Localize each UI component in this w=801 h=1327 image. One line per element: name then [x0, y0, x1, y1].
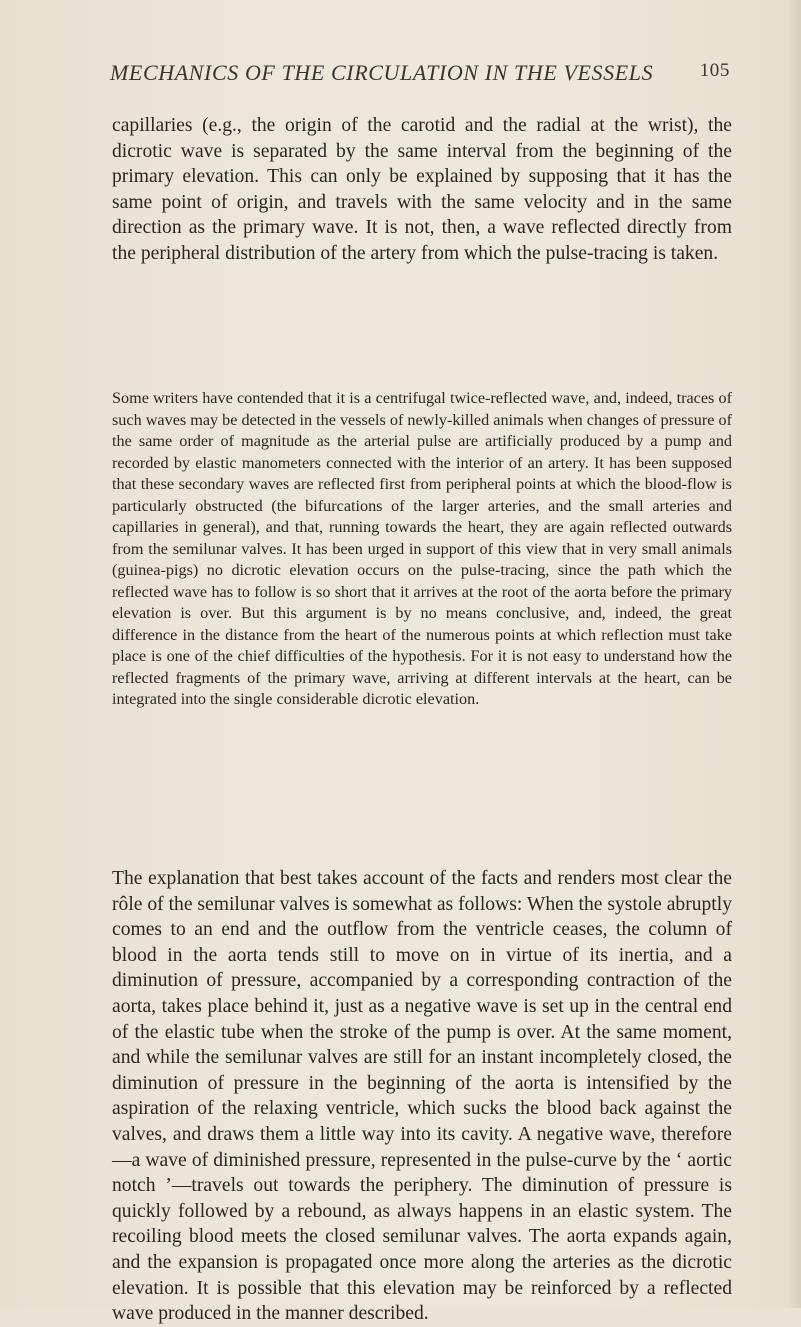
- small-print-paragraph: Some writers have contended that it is a centrifugal twice-reflected wave, and, indeed, traces of such waves may be detected in the vessels of newly-killed animals when changes of pressure of the same order of magnitude as the arterial pulse are artificially produced by a pump and recorded by elastic manometers connected with the interior of an artery. It has been supposed that these secondary waves are reflected first from peripheral points at which the blood-flow is particularly obstructed (the bifurcations of the larger arteries, and the small arteries and capillaries in general), and that, running towards the heart, they are again reflected outwards from the semilunar valves. It has been urged in support of this view that in very small animals (guinea-pigs) no dicrotic elevation occurs on the pulse-tracing, since the path which the reflected wave has to follow is so short that it arrives at the root of the aorta before the primary elevation is over. But this argument is by no means conclusive, and, indeed, the great difference in the distance from the heart of the numerous points at which reflection must take place is one of the chief difficulties of the hypothesis. For it is not easy to understand how the reflected fragments of the primary wave, arriving at different intervals at the heart, can be integrated into the single considerable dicrotic elevation.: [112, 389, 732, 708]
- body-paragraph: The explanation that best takes account of the facts and renders most clear the rôle of the semilunar valves is somewhat as follows: When the systole abruptly comes to an end and the outflow from the ventricle ceases, the column of blood in the aorta tends still to move on in virtue of its inertia, and a diminution of pressure, accompanied by a corresponding contraction of the aorta, takes place behind it, just as a negative wave is set up in the central end of the elastic tube when the stroke of the pump is over. At the same moment, and while the semilunar valves are still for an instant incompletely closed, the diminution of pressure in the beginning of the aorta is intensified by the aspiration of the relaxing ventricle, which sucks the blood back against the valves, and draws them a little way into its cavity. A negative wave, therefore—a wave of diminished pressure, represented in the pulse-curve by the ‘ aortic notch ’—travels out towards the periphery. The diminution of pressure is quickly followed by a rebound, as always happens in an elastic system. The recoiling blood meets the closed semilunar valves. The aorta expands again, and the expansion is propagated once more along the arteries as the dicrotic elevation. It is possible that this elevation may be reinforced by a reflected wave produced in the manner described.: [112, 868, 732, 1325]
- running-head: [110, 60, 730, 90]
- page-edge-shadow: [787, 0, 801, 1308]
- body-paragraph: capillaries (e.g., the origin of the carotid and the radial at the wrist), the dicrotic wave is separated by the same interval from the beginning of the primary elevation. This can only be explained by supposing that it has the same point of origin, and travels with the same velocity and in the same direction as the primary wave. It is not, then, a wave reflected directly from the peripheral distribution of the artery from which the pulse-tracing is taken.: [112, 115, 732, 264]
- page-number: 105: [699, 60, 730, 81]
- running-head-title: MECHANICS OF THE CIRCULATION IN THE VESSELS: [110, 60, 654, 85]
